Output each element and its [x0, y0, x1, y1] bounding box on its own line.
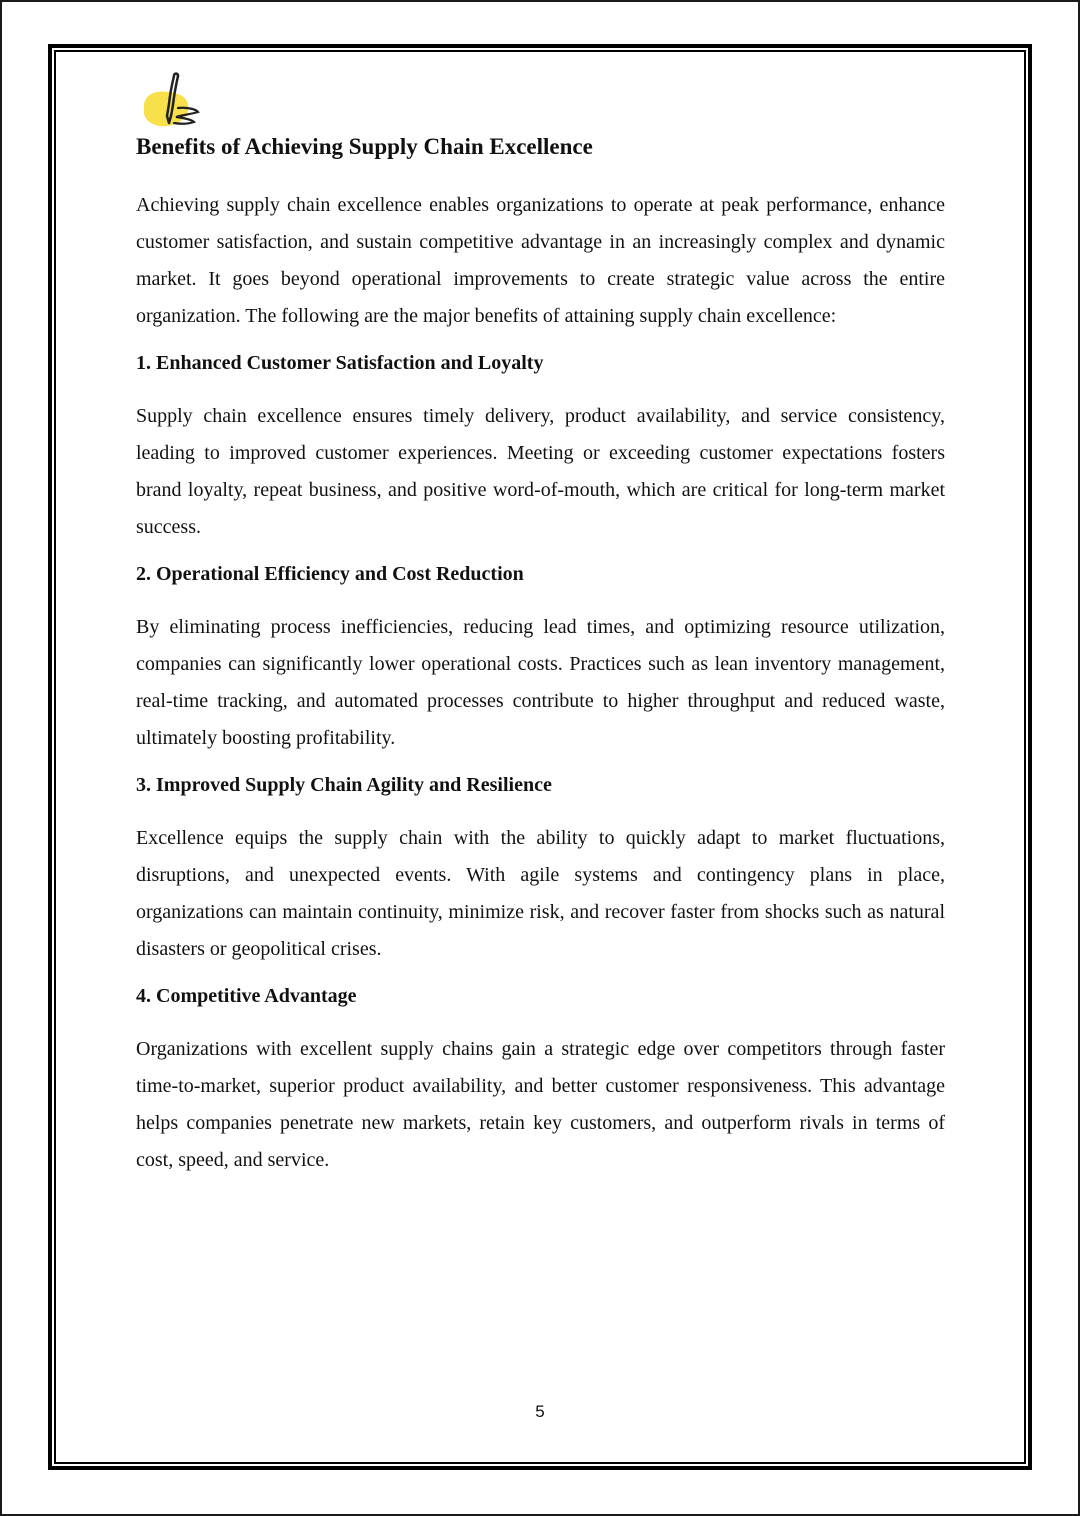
page-number: 5: [535, 1402, 545, 1421]
section-heading-4: 4. Competitive Advantage: [136, 985, 357, 1007]
section-body-2: By eliminating process inefficiencies, reducing lead times, and optimizing resource utilization, companies can significantly lower operational costs. Practices such as lean inventory management, real-time tracking, and automated processes contribute to higher throughput and reduced waste, ultimately boosting profitability.: [136, 616, 945, 749]
section-body-4: Organizations with excellent supply chains gain a strategic edge over competitors through faster time-to-market, superior product availability, and better customer responsiveness. This advantage helps companies penetrate new markets, retain key customers, and outperform rivals in terms of cost, speed, and service.: [136, 1038, 945, 1171]
section-heading-2: 2. Operational Efficiency and Cost Reduction: [136, 563, 524, 585]
section-body-3: Excellence equips the supply chain with the ability to quickly adapt to market fluctuations, disruptions, and unexpected events. With agile systems and contingency plans in place, organizations can maintain continuity, minimize risk, and recover faster from shocks such as natural disasters or geopolitical crises.: [136, 827, 945, 960]
pen-writing-icon: [138, 70, 204, 132]
page-content: [136, 70, 945, 1179]
section-heading-3: 3. Improved Supply Chain Agility and Resilience: [136, 774, 552, 796]
section-body-1: Supply chain excellence ensures timely delivery, product availability, and service consistency, leading to improved customer experiences. Meeting or exceeding customer expectations fosters brand loyalty, repeat business, and positive word-of-mouth, which are critical for long-term market success.: [136, 405, 945, 538]
page-title: Benefits of Achieving Supply Chain Excellence: [136, 134, 593, 159]
section-heading-1: 1. Enhanced Customer Satisfaction and Loyalty: [136, 352, 544, 374]
intro-paragraph: Achieving supply chain excellence enables organizations to operate at peak performance, enhance customer satisfaction, and sustain competitive advantage in an increasingly complex and dynamic market. It goes beyond operational improvements to create strategic value across the entire organization. The following are the major benefits of attaining supply chain excellence:: [136, 194, 945, 327]
